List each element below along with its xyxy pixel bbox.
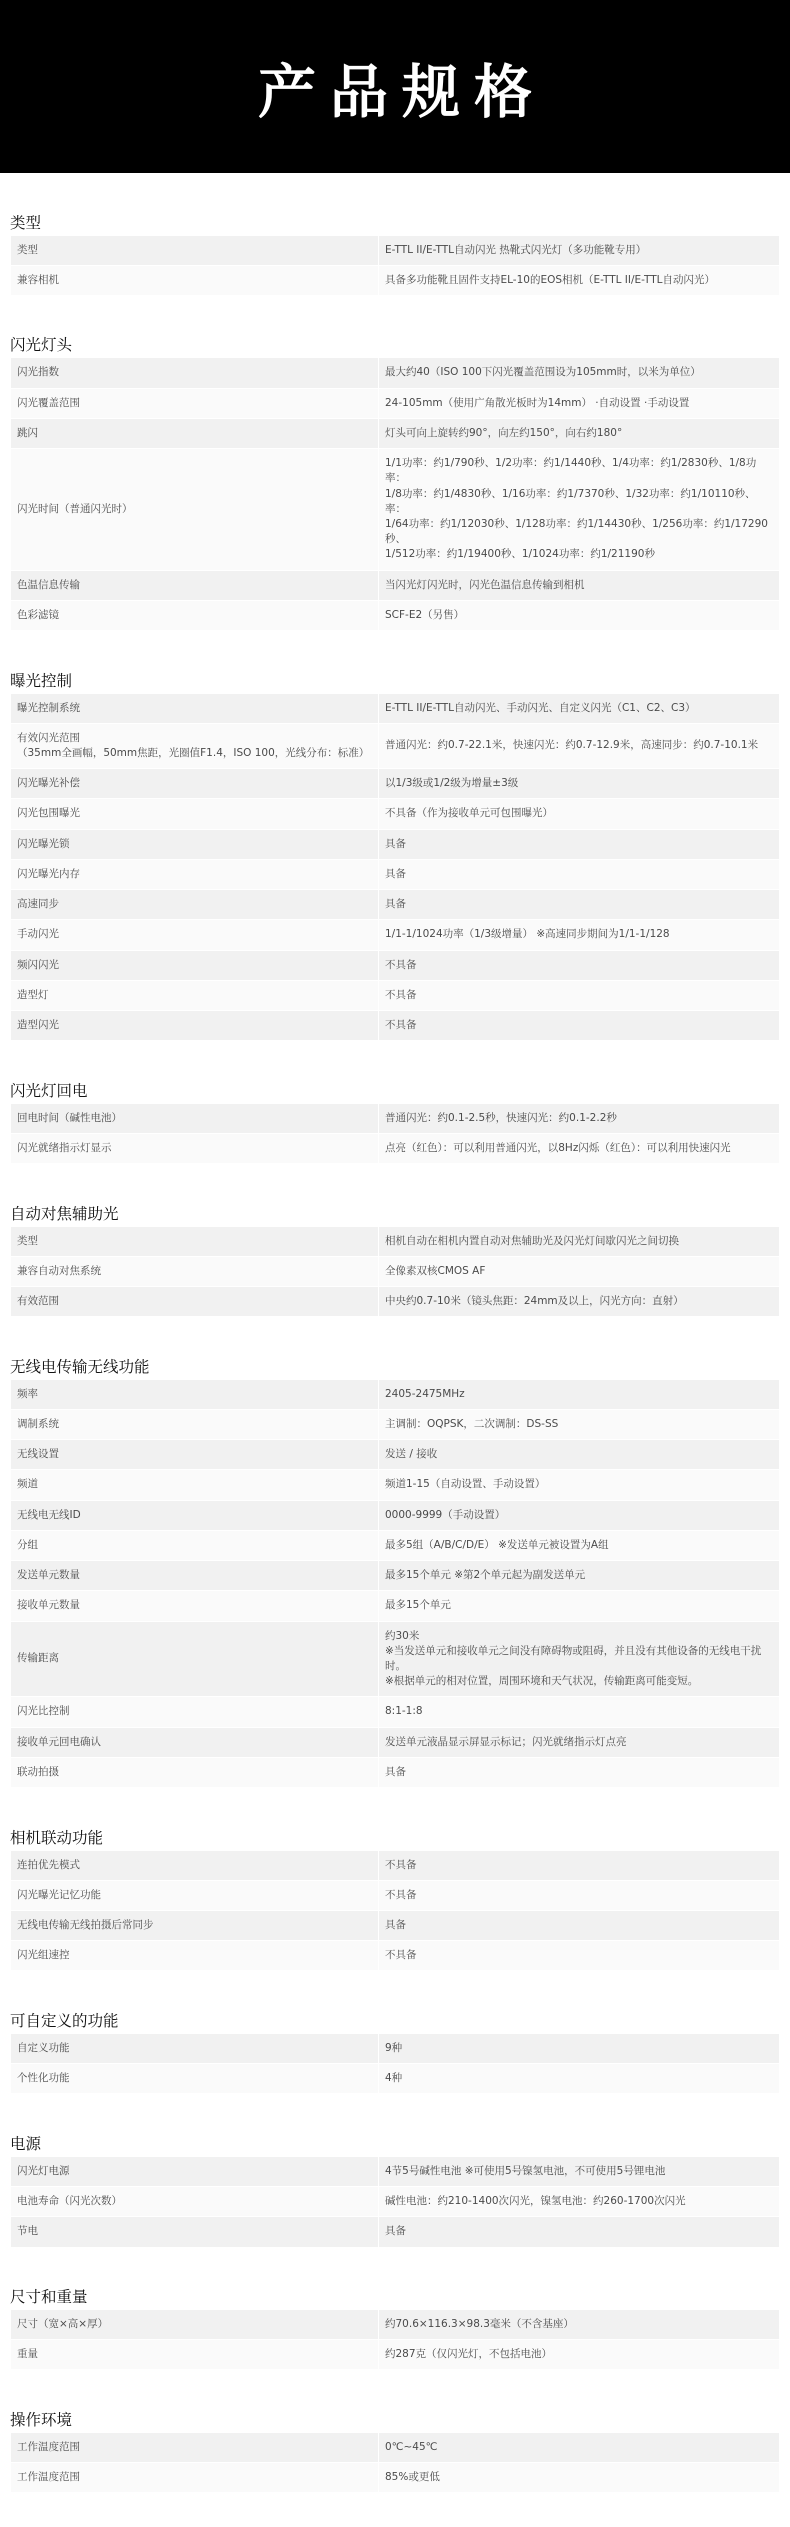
table-row <box>11 1410 780 1440</box>
title-banner <box>0 0 790 173</box>
spec-value: 2405-2475MHz <box>379 1379 780 1409</box>
spec-label: 连拍优先模式 <box>11 1850 379 1880</box>
spec-label: 闪光包围曝光 <box>11 799 379 829</box>
spec-table <box>10 1379 780 1788</box>
spec-value: 约287克（仅闪光灯，不包括电池） <box>379 2340 780 2370</box>
spec-section <box>10 1351 780 1788</box>
spec-label: 跳闪 <box>11 418 379 448</box>
table-row <box>11 1850 780 1880</box>
section-title: 曝光控制 <box>10 671 73 690</box>
table-row <box>11 859 780 889</box>
spec-value: 全像素双核CMOS AF <box>379 1256 780 1286</box>
table-row <box>11 1941 780 1971</box>
table-row <box>11 799 780 829</box>
table-row <box>11 1010 780 1040</box>
spec-table <box>10 1226 780 1318</box>
table-row <box>11 1470 780 1500</box>
table-row <box>11 235 780 265</box>
spec-label: 闪光曝光锁 <box>11 829 379 859</box>
spec-value: 具备 <box>379 2217 780 2247</box>
section-title: 尺寸和重量 <box>10 2288 88 2307</box>
spec-label: 闪光就绪指示灯显示 <box>11 1133 379 1163</box>
table-row <box>11 2064 780 2094</box>
spec-value: 最大约40（ISO 100下闪光覆盖范围设为105mm时，以米为单位） <box>379 358 780 388</box>
spec-label: 无线电无线ID <box>11 1500 379 1530</box>
spec-value: 具备 <box>379 890 780 920</box>
spec-value: 当闪光灯闪光时，闪光色温信息传输到相机 <box>379 570 780 600</box>
spec-label: 闪光曝光内存 <box>11 859 379 889</box>
table-row <box>11 1440 780 1470</box>
spec-label: 个性化功能 <box>11 2064 379 2094</box>
spec-label: 频率 <box>11 1379 379 1409</box>
spec-label: 重量 <box>11 2340 379 2370</box>
spec-label: 色温信息传输 <box>11 570 379 600</box>
table-row <box>11 2340 780 2370</box>
spec-value: 具备 <box>379 829 780 859</box>
spec-label: 分组 <box>11 1530 379 1560</box>
spec-label: 发送单元数量 <box>11 1561 379 1591</box>
table-row <box>11 769 780 799</box>
table-row <box>11 723 780 768</box>
table-row <box>11 1697 780 1727</box>
spec-table <box>10 357 780 631</box>
spec-table <box>10 693 780 1042</box>
spec-label: 接收单元回电确认 <box>11 1727 379 1757</box>
table-row <box>11 265 780 295</box>
spec-value: 主调制：OQPSK，二次调制：DS-SS <box>379 1410 780 1440</box>
spec-value: 0000-9999（手动设置） <box>379 1500 780 1530</box>
table-row <box>11 1530 780 1560</box>
spec-section <box>10 207 780 296</box>
spec-value: 0℃~45℃ <box>379 2432 780 2462</box>
section-title: 电源 <box>10 2134 42 2153</box>
table-row <box>11 1727 780 1757</box>
spec-table <box>10 2156 780 2248</box>
spec-section <box>10 2404 780 2493</box>
section-title: 闪光灯头 <box>10 336 73 355</box>
table-row <box>11 890 780 920</box>
spec-table <box>10 2432 780 2493</box>
section-title: 相机联动功能 <box>10 1828 104 1847</box>
table-row <box>11 1287 780 1317</box>
spec-table <box>10 2033 780 2094</box>
spec-label: 电池寿命（闪光次数） <box>11 2187 379 2217</box>
spec-label: 节电 <box>11 2217 379 2247</box>
spec-value: 灯头可向上旋转约90°，向左约150°，向右约180° <box>379 418 780 448</box>
section-title: 无线电传输无线功能 <box>10 1357 150 1376</box>
spec-section <box>10 1822 780 1972</box>
spec-table <box>10 1850 780 1972</box>
spec-value: 4种 <box>379 2064 780 2094</box>
spec-section <box>10 1075 780 1164</box>
spec-section <box>10 2005 780 2094</box>
table-row <box>11 1500 780 1530</box>
spec-label: 类型 <box>11 1226 379 1256</box>
spec-value: 具备 <box>379 1757 780 1787</box>
table-row <box>11 2217 780 2247</box>
table-row <box>11 1880 780 1910</box>
spec-label: 造型灯 <box>11 980 379 1010</box>
table-row <box>11 2187 780 2217</box>
spec-value: 普通闪光：约0.1-2.5秒，快速闪光：约0.1-2.2秒 <box>379 1103 780 1133</box>
spec-value: 24-105mm（使用广角散光板时为14mm） ·自动设置 ·手动设置 <box>379 388 780 418</box>
table-row <box>11 693 780 723</box>
spec-value: SCF-E2（另售） <box>379 600 780 630</box>
section-title: 类型 <box>10 213 42 232</box>
spec-value: 1/1功率：约1/790秒、1/2功率：约1/1440秒、1/4功率：约1/2830秒、1/8功率： 1/8功率：约1/4830秒、1/16功率：约1/7370秒、1/32功率：约1/10110秒、率： 1/64功率：约1/12030秒、1/128功率：约1/14430秒、1/256功率：约1/17290秒、 1/512功率：约1/19400秒、1/1024功率：约1/21190秒 <box>379 449 780 571</box>
spec-label: 有效范围 <box>11 1287 379 1317</box>
table-row <box>11 1379 780 1409</box>
spec-value: 不具备 <box>379 1941 780 1971</box>
table-row <box>11 2432 780 2462</box>
spec-value: 8:1-1:8 <box>379 1697 780 1727</box>
spec-label: 调制系统 <box>11 1410 379 1440</box>
spec-value: 不具备 <box>379 1010 780 1040</box>
spec-value: E-TTL II/E-TTL自动闪光、手动闪光、自定义闪光（C1、C2、C3） <box>379 693 780 723</box>
table-row <box>11 950 780 980</box>
table-row <box>11 1591 780 1621</box>
spec-label: 造型闪光 <box>11 1010 379 1040</box>
spec-label: 闪光比控制 <box>11 1697 379 1727</box>
spec-label: 闪光曝光记忆功能 <box>11 1880 379 1910</box>
spec-label: 尺寸（宽×高×厚） <box>11 2310 379 2340</box>
spec-label: 高速同步 <box>11 890 379 920</box>
spec-value: 具备 <box>379 859 780 889</box>
table-row <box>11 358 780 388</box>
spec-label: 工作温度范围 <box>11 2432 379 2462</box>
table-row <box>11 980 780 1010</box>
spec-value: 以1/3级或1/2级为增量±3级 <box>379 769 780 799</box>
spec-section <box>10 329 780 631</box>
spec-table <box>10 2309 780 2370</box>
spec-label: 闪光灯电源 <box>11 2156 379 2186</box>
spec-table <box>10 235 780 296</box>
spec-value: 不具备（作为接收单元可包围曝光） <box>379 799 780 829</box>
table-row <box>11 1911 780 1941</box>
table-row <box>11 920 780 950</box>
spec-value: 9种 <box>379 2033 780 2063</box>
spec-label: 接收单元数量 <box>11 1591 379 1621</box>
table-row <box>11 1103 780 1133</box>
spec-label: 闪光指数 <box>11 358 379 388</box>
spec-label: 回电时间（碱性电池） <box>11 1103 379 1133</box>
spec-value: 发送 / 接收 <box>379 1440 780 1470</box>
spec-value: 最多15个单元 <box>379 1591 780 1621</box>
section-title: 闪光灯回电 <box>10 1081 88 1100</box>
spec-value: 不具备 <box>379 1850 780 1880</box>
table-row <box>11 2463 780 2493</box>
spec-value: 具备 <box>379 1911 780 1941</box>
spec-label: 传输距离 <box>11 1621 379 1697</box>
table-row <box>11 1133 780 1163</box>
spec-value: E-TTL II/E-TTL自动闪光 热靴式闪光灯（多功能靴专用） <box>379 235 780 265</box>
section-title: 可自定义的功能 <box>10 2011 119 2030</box>
spec-label: 闪光组速控 <box>11 1941 379 1971</box>
spec-label: 闪光时间（普通闪光时） <box>11 449 379 571</box>
spec-value: 约70.6×116.3×98.3毫米（不含基座） <box>379 2310 780 2340</box>
spec-value: 不具备 <box>379 950 780 980</box>
table-row <box>11 2033 780 2063</box>
spec-label: 曝光控制系统 <box>11 693 379 723</box>
table-row <box>11 2310 780 2340</box>
table-row <box>11 1226 780 1256</box>
spec-label: 无线电传输无线拍摄后常同步 <box>11 1911 379 1941</box>
table-row <box>11 829 780 859</box>
spec-label: 无线设置 <box>11 1440 379 1470</box>
spec-value: 点亮（红色）：可以利用普通闪光，以8Hz闪烁（红色）：可以利用快速闪光 <box>379 1133 780 1163</box>
table-row <box>11 418 780 448</box>
spec-label: 类型 <box>11 235 379 265</box>
spec-value: 1/1-1/1024功率（1/3级增量） ※高速同步期间为1/1-1/128 <box>379 920 780 950</box>
table-row <box>11 1256 780 1286</box>
table-row <box>11 570 780 600</box>
spec-value: 85%或更低 <box>379 2463 780 2493</box>
spec-value: 最多15个单元 ※第2个单元起为副发送单元 <box>379 1561 780 1591</box>
spec-label: 频闪闪光 <box>11 950 379 980</box>
spec-label: 兼容自动对焦系统 <box>11 1256 379 1286</box>
spec-label: 兼容相机 <box>11 265 379 295</box>
spec-label: 手动闪光 <box>11 920 379 950</box>
spec-value: 最多5组（A/B/C/D/E） ※发送单元被设置为A组 <box>379 1530 780 1560</box>
spec-value: 约30米 ※当发送单元和接收单元之间没有障碍物或阻碍，并且没有其他设备的无线电干扰时。 ※根据单元的相对位置，周围环境和天气状况，传输距离可能变短。 <box>379 1621 780 1697</box>
table-row <box>11 1561 780 1591</box>
spec-section <box>10 665 780 1042</box>
spec-label: 频道 <box>11 1470 379 1500</box>
section-title: 操作环境 <box>10 2410 73 2429</box>
spec-label: 色彩滤镜 <box>11 600 379 630</box>
spec-label: 有效闪光范围 （35mm全画幅，50mm焦距，光圈值F1.4，ISO 100，光线分布：标准） <box>11 723 379 768</box>
spec-value: 具备多功能靴且固件支持EL-10的EOS相机（E-TTL II/E-TTL自动闪光） <box>379 265 780 295</box>
table-row <box>11 600 780 630</box>
table-row <box>11 1757 780 1787</box>
spec-section <box>10 1198 780 1318</box>
spec-table <box>10 1103 780 1164</box>
spec-value: 中央约0.7-10米（镜头焦距：24mm及以上，闪光方向：直射） <box>379 1287 780 1317</box>
spec-value: 碱性电池：约210-1400次闪光，镍氢电池：约260-1700次闪光 <box>379 2187 780 2217</box>
spec-value: 频道1-15（自动设置、手动设置） <box>379 1470 780 1500</box>
section-title: 自动对焦辅助光 <box>10 1204 119 1223</box>
spec-label: 工作温度范围 <box>11 2463 379 2493</box>
spec-value: 不具备 <box>379 1880 780 1910</box>
table-row <box>11 1621 780 1697</box>
spec-value: 发送单元液晶显示屏显示标记；闪光就绪指示灯点亮 <box>379 1727 780 1757</box>
spec-value: 4节5号碱性电池 ※可使用5号镍氢电池，不可使用5号锂电池 <box>379 2156 780 2186</box>
spec-label: 闪光曝光补偿 <box>11 769 379 799</box>
spec-label: 自定义功能 <box>11 2033 379 2063</box>
spec-value: 不具备 <box>379 980 780 1010</box>
table-row <box>11 2156 780 2186</box>
spec-content <box>0 173 790 2527</box>
spec-value: 普通闪光：约0.7-22.1米，快速闪光：约0.7-12.9米，高速同步：约0.7-10.1米 <box>379 723 780 768</box>
table-row <box>11 449 780 571</box>
spec-section <box>10 2281 780 2370</box>
page-title: 产品规格 <box>257 57 546 126</box>
table-row <box>11 388 780 418</box>
spec-label: 闪光覆盖范围 <box>11 388 379 418</box>
spec-value: 相机自动在相机内置自动对焦辅助光及闪光灯间歇闪光之间切换 <box>379 1226 780 1256</box>
spec-label: 联动拍摄 <box>11 1757 379 1787</box>
spec-section <box>10 2128 780 2248</box>
